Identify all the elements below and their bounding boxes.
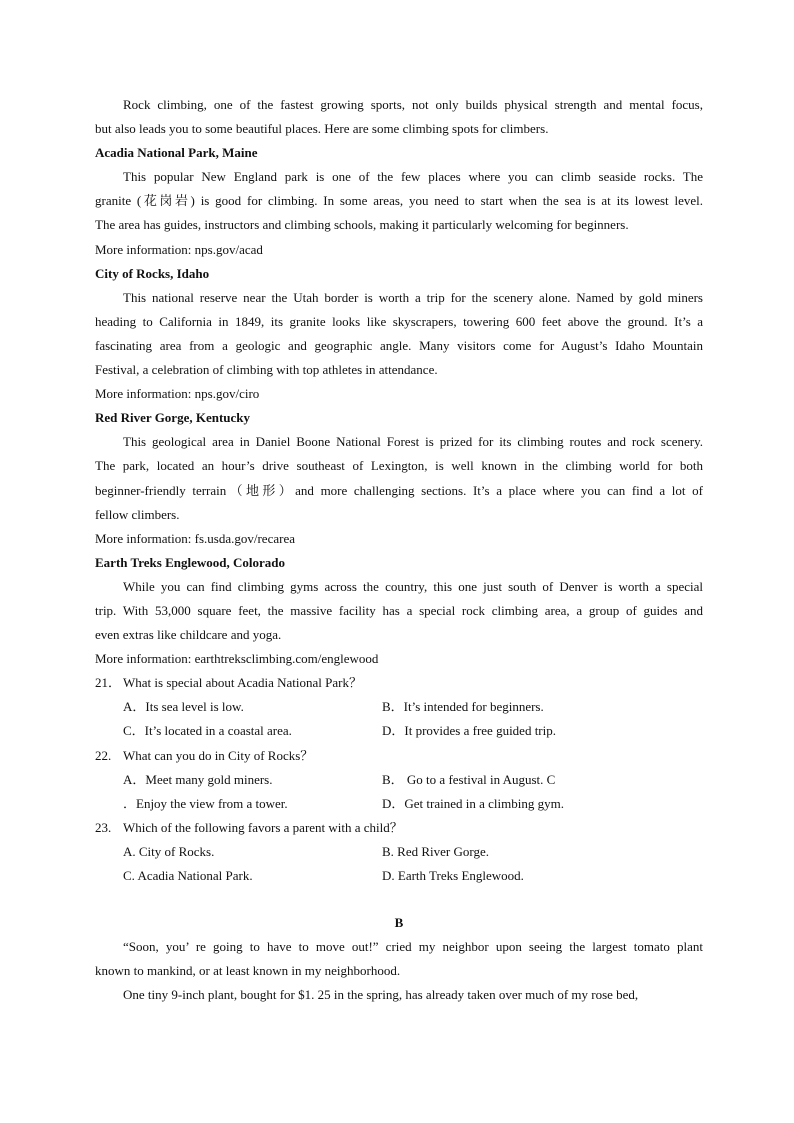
more-info: More information: nps.gov/ciro <box>95 386 260 402</box>
option: D．Get trained in a climbing gym. <box>382 795 564 811</box>
section-b <box>95 911 703 1007</box>
option: D．It provides a free guided trip. <box>382 723 557 739</box>
text-line: While you can find climbing gyms across the country, this one just south of Denver is worth a special <box>123 578 703 594</box>
question-text: What can you do in City of Rocks？ <box>123 747 314 763</box>
text-line: Rock climbing, one of the fastest growing sports, not only builds physical strength and mental focus, <box>123 97 703 112</box>
more-info: More information: nps.gov/acad <box>95 241 263 257</box>
question-23 <box>95 816 703 888</box>
more-info: More information: earthtreksclimbing.com/englewood <box>95 651 379 667</box>
site-heading: Red River Gorge, Kentucky <box>95 410 251 426</box>
text-line: “Soon, you’ re going to have to move out!” cried my neighbor upon seeing the largest tomato plant <box>123 939 703 955</box>
document-page <box>95 93 703 1007</box>
text-line: One tiny 9-inch plant, bought for $1. 25 in the spring, has already taken over much of my rose bed, <box>123 987 639 1003</box>
text-line: known to mankind, or at least known in my neighborhood. <box>95 963 401 979</box>
intro-paragraph <box>95 93 703 141</box>
site-heading: Acadia National Park, Maine <box>95 145 258 161</box>
text-line: This national reserve near the Utah border is worth a trip for the scenery alone. Named by gold miners <box>123 289 703 305</box>
site-heading: Earth Treks Englewood, Colorado <box>95 554 285 570</box>
option: A. City of Rocks. <box>123 843 215 859</box>
question-22 <box>95 744 703 816</box>
question-number: 22. <box>95 747 112 763</box>
option: ．Enjoy the view from a tower. <box>123 795 288 811</box>
text-line: The park, located an hour’s drive southeast of Lexington, is well known in the climbing world for both <box>95 458 703 474</box>
question-21 <box>95 671 703 743</box>
question-text: What is special about Acadia National Park？ <box>123 675 362 691</box>
text-line: heading to California in 1849, its granite looks like skyscrapers, towering 600 feet above the ground. It’s a <box>95 313 703 329</box>
question-number: 23. <box>95 819 112 835</box>
site-acadia <box>95 141 703 261</box>
more-info: More information: fs.usda.gov/recarea <box>95 530 295 546</box>
text-line: This geological area in Daniel Boone National Forest is prized for its climbing routes and rock scenery. <box>123 434 703 450</box>
question-number: 21． <box>95 675 122 691</box>
text-line: The area has guides, instructors and climbing schools, making it particularly welcoming for beginners. <box>95 217 629 233</box>
site-earth-treks <box>95 551 703 671</box>
text-line: beginner-friendly terrain（地形）and more challenging sections. It’s a place where you can find a lot of <box>95 482 703 498</box>
option: B. Red River Gorge. <box>382 843 489 859</box>
option: C．It’s located in a coastal area. <box>123 723 292 739</box>
option: A．Its sea level is low. <box>123 699 244 715</box>
site-red-river-gorge <box>95 406 703 551</box>
site-heading: City of Rocks, Idaho <box>95 265 210 281</box>
option: B． Go to a festival in August. C <box>382 771 556 787</box>
question-text: Which of the following favors a parent with a child？ <box>123 819 403 835</box>
section-title: B <box>394 915 404 931</box>
text-line: Festival, a celebration of climbing with top athletes in attendance. <box>95 362 438 378</box>
option: D. Earth Treks Englewood. <box>382 868 524 883</box>
text-line: This popular New England park is one of the few places where you can climb seaside rocks. The <box>123 169 703 185</box>
text-line: trip. With 53,000 square feet, the massive facility has a special rock climbing area, a group of guides and <box>95 602 703 618</box>
text-line: granite (花岗岩) is good for climbing. In some areas, you need to start when the sea is at its lowest level. <box>95 193 703 209</box>
text-line: but also leads you to some beautiful places. Here are some climbing spots for climbers. <box>95 121 549 137</box>
site-city-of-rocks <box>95 262 703 407</box>
option: C. Acadia National Park. <box>123 868 253 883</box>
text-line: fellow climbers. <box>95 506 180 522</box>
option: A．Meet many gold miners. <box>123 771 273 787</box>
text-line: fascinating area from a geologic and geographic angle. Many visitors come for August’s Idaho Mountain <box>95 337 703 353</box>
option: B．It’s intended for beginners. <box>382 699 544 715</box>
text-line: even extras like childcare and yoga. <box>95 627 282 643</box>
